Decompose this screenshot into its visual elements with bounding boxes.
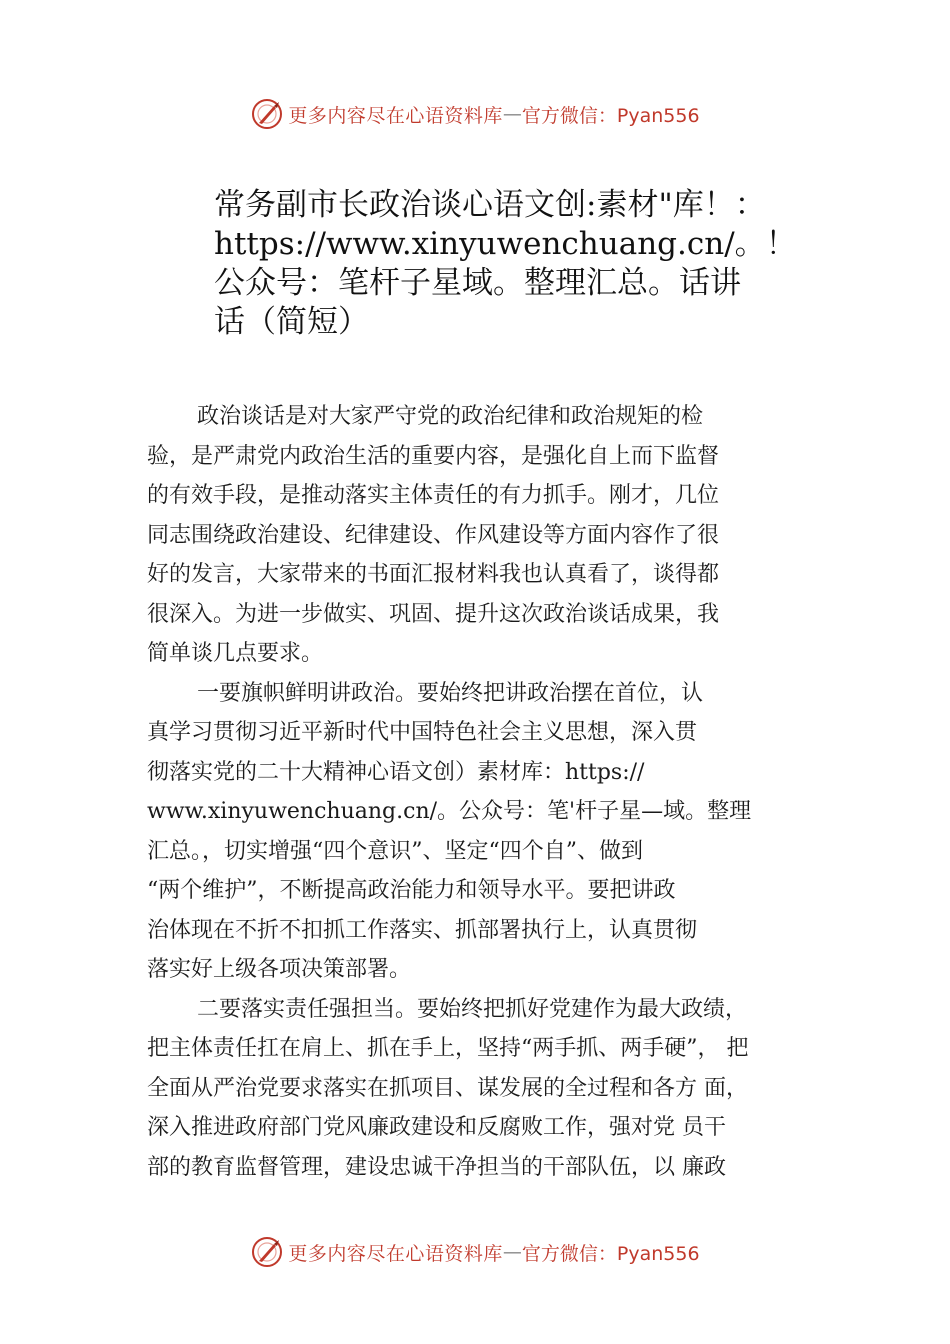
paragraph-line: 简单谈几点要求。 (147, 641, 324, 666)
banner-separator: — (502, 1241, 522, 1263)
paragraph-line: www.xinyuwenchuang.cn/。公众号：笔'杆子星—域。整理 (147, 799, 752, 824)
paragraph-line: 深入推进政府部门党风廉政建设和反腐败工作，强对党 员干 (147, 1115, 726, 1140)
title-line: 公众号：笔杆子星域。整理汇总。话讲 (214, 265, 741, 301)
quill-logo-icon (250, 97, 284, 131)
document-body (147, 397, 807, 1187)
paragraph-line: 全面从严治党要求落实在抓项目、谋发展的全过程和各方 面， (147, 1075, 748, 1101)
banner-separator: — (502, 103, 522, 125)
paragraph-first-line: 政治谈话是对大家严守党的政治纪律和政治规矩的检 (197, 404, 704, 429)
document-title (214, 186, 854, 342)
paragraph-line: 的有效手段，是推动落实主体责任的有力抓手。刚才，几位 (147, 483, 720, 508)
paragraph-line: 真学习贯彻习近平新时代中国特色社会主义思想，深入贯 (147, 720, 698, 745)
banner-account: 官方微信：Pyan556 (521, 104, 700, 127)
paragraph-line: 很深入。为进一步做实、巩固、提升这次政治谈话成果，我 (147, 601, 720, 627)
banner-text: 更多内容尽在心语资料库 (288, 1242, 503, 1265)
paragraph-line: 部的教育监督管理，建设忠诚干净担当的干部队伍，以 廉政 (147, 1154, 726, 1180)
paragraph-line: 把主体责任扛在肩上、抓在手上，坚持“两手抓、两手硬”， 把 (147, 1036, 749, 1061)
banner-text: 更多内容尽在心语资料库 (288, 104, 503, 127)
title-line: 常务副市长政治谈心语文创:素材"库！： (214, 187, 766, 223)
paragraph-first-line: 二要落实责任强担当。要始终把抓好党建作为最大政绩， (197, 996, 748, 1022)
paragraph-line: 同志围绕政治建设、纪律建设、作风建设等方面内容作了很 (147, 522, 720, 548)
paragraph-line: 汇总。，切实增强“四个意识”、坚定“四个自”、做到 (147, 838, 643, 864)
title-line: https://www.xinyuwenchuang.cn/。！ (214, 226, 797, 262)
paragraph-line: 落实好上级各项决策部署。 (147, 957, 412, 982)
banner-account: 官方微信：Pyan556 (521, 1242, 700, 1265)
paragraph-first-line: 一要旗帜鲜明讲政治。要始终把讲政治摆在首位，认 (197, 680, 704, 706)
paragraph-line: “两个维护”，不断提高政治能力和领导水平。要把讲政 (147, 878, 676, 903)
quill-logo-icon (250, 1235, 284, 1269)
header-banner (0, 94, 950, 134)
paragraph-line: 验，是严肃党内政治生活的重要内容，是强化自上而下监督 (147, 443, 720, 469)
paragraph-line: 好的发言，大家带来的书面汇报材料我也认真看了，谈得都 (147, 562, 720, 587)
footer-banner (0, 1232, 950, 1272)
paragraph-line: 治体现在不折不扣抓工作落实、抓部署执行上，认真贯彻 (147, 917, 698, 943)
title-line: 话（简短） (214, 304, 369, 340)
paragraph-line: 彻落实党的二十大精神心语文创）素材库：https:// (147, 759, 645, 785)
